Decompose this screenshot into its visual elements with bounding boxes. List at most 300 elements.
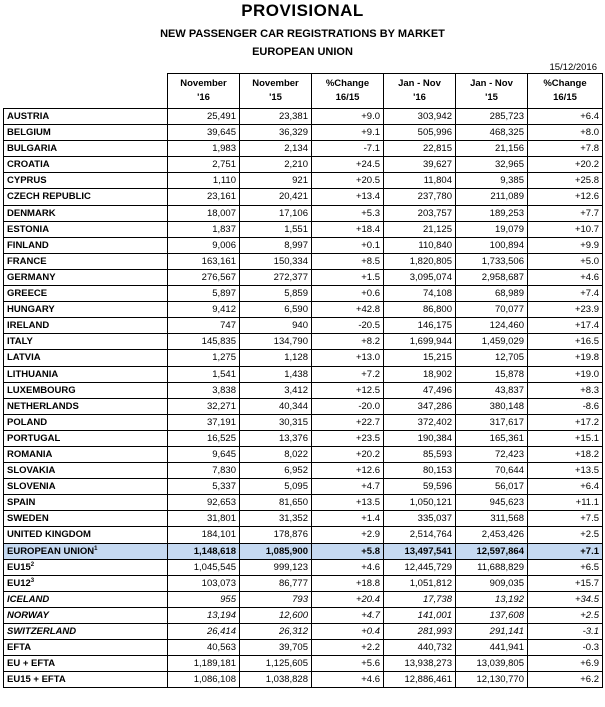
table-row (4, 495, 603, 511)
market-name: ICELAND (4, 591, 168, 607)
value-cell: 20,421 (240, 189, 312, 205)
header-blank-cell (4, 74, 168, 109)
value-cell: 441,941 (456, 640, 528, 656)
value-cell: 440,732 (384, 640, 456, 656)
value-cell: 5,095 (240, 479, 312, 495)
value-cell: 31,801 (168, 511, 240, 527)
value-cell: 1,189,181 (168, 656, 240, 672)
table-row (4, 559, 603, 575)
value-cell: +9.1 (312, 125, 384, 141)
value-cell: 21,156 (456, 141, 528, 157)
value-cell: 9,385 (456, 173, 528, 189)
value-cell: +5.6 (312, 656, 384, 672)
value-cell: 6,590 (240, 302, 312, 318)
value-cell: 12,445,729 (384, 559, 456, 575)
market-name: $EU12^3$ (4, 575, 168, 591)
report-date: 15/12/2016 (549, 62, 597, 73)
value-cell: 15,215 (384, 350, 456, 366)
value-cell: 1,459,029 (456, 334, 528, 350)
value-cell: 1,820,805 (384, 253, 456, 269)
value-cell: 110,840 (384, 237, 456, 253)
value-cell: 2,453,426 (456, 527, 528, 543)
value-cell: +7.1 (528, 543, 603, 559)
value-cell: 13,376 (240, 430, 312, 446)
value-cell: 80,153 (384, 463, 456, 479)
value-cell: 12,597,864 (456, 543, 528, 559)
value-cell: +2.9 (312, 527, 384, 543)
value-cell: +13.5 (312, 495, 384, 511)
footnote-marker: 1 (94, 545, 98, 552)
value-cell: 1,275 (168, 350, 240, 366)
value-cell: +7.7 (528, 205, 603, 221)
value-cell: 12,705 (456, 350, 528, 366)
market-name: SLOVAKIA (4, 463, 168, 479)
value-cell: 165,361 (456, 430, 528, 446)
table-row (4, 189, 603, 205)
value-cell: 1,045,545 (168, 559, 240, 575)
value-cell: 47,496 (384, 382, 456, 398)
table-row (4, 463, 603, 479)
value-cell: 281,993 (384, 624, 456, 640)
value-cell: +7.2 (312, 366, 384, 382)
value-cell: 1,050,121 (384, 495, 456, 511)
value-cell: 12,600 (240, 607, 312, 623)
value-cell: 468,325 (456, 125, 528, 141)
value-cell: 32,271 (168, 398, 240, 414)
value-cell: 311,568 (456, 511, 528, 527)
value-cell: 39,627 (384, 157, 456, 173)
value-cell: +7.4 (528, 286, 603, 302)
value-cell: 15,878 (456, 366, 528, 382)
value-cell: 26,414 (168, 624, 240, 640)
table-row (4, 334, 603, 350)
table-row (4, 302, 603, 318)
value-cell: 2,134 (240, 141, 312, 157)
column-header: %Change 16/15 (312, 74, 384, 109)
value-cell: +2.5 (528, 607, 603, 623)
value-cell: 940 (240, 318, 312, 334)
value-cell: 1,983 (168, 141, 240, 157)
market-name: HUNGARY (4, 302, 168, 318)
value-cell: +25.8 (528, 173, 603, 189)
value-cell: 100,894 (456, 237, 528, 253)
value-cell: 184,101 (168, 527, 240, 543)
value-cell: 6,952 (240, 463, 312, 479)
market-name: EU + EFTA (4, 656, 168, 672)
value-cell: -20.5 (312, 318, 384, 334)
value-cell: 30,315 (240, 414, 312, 430)
value-cell: 1,733,506 (456, 253, 528, 269)
value-cell: 22,815 (384, 141, 456, 157)
value-cell: 17,738 (384, 591, 456, 607)
value-cell: 380,148 (456, 398, 528, 414)
value-cell: +7.8 (528, 141, 603, 157)
value-cell: +17.4 (528, 318, 603, 334)
table-row (4, 656, 603, 672)
value-cell: 26,312 (240, 624, 312, 640)
value-cell: +0.6 (312, 286, 384, 302)
value-cell: 3,095,074 (384, 269, 456, 285)
market-name: PORTUGAL (4, 430, 168, 446)
value-cell: 150,334 (240, 253, 312, 269)
market-name: IRELAND (4, 318, 168, 334)
column-header: November '15 (240, 74, 312, 109)
market-name: GERMANY (4, 269, 168, 285)
value-cell: 211,089 (456, 189, 528, 205)
value-cell: 1,541 (168, 366, 240, 382)
value-cell: 40,344 (240, 398, 312, 414)
value-cell: 56,017 (456, 479, 528, 495)
value-cell: 103,073 (168, 575, 240, 591)
value-cell: 3,838 (168, 382, 240, 398)
value-cell: +12.6 (528, 189, 603, 205)
value-cell: +6.9 (528, 656, 603, 672)
table-row (4, 350, 603, 366)
table-row (4, 318, 603, 334)
table-row (4, 253, 603, 269)
value-cell: 12,886,461 (384, 672, 456, 688)
table-row (4, 109, 603, 125)
value-cell: 8,997 (240, 237, 312, 253)
value-cell: 40,563 (168, 640, 240, 656)
value-cell: 68,989 (456, 286, 528, 302)
market-name: LITHUANIA (4, 366, 168, 382)
table-row (4, 511, 603, 527)
value-cell: +9.9 (528, 237, 603, 253)
value-cell: +0.1 (312, 237, 384, 253)
value-cell: +8.3 (528, 382, 603, 398)
market-name: SPAIN (4, 495, 168, 511)
market-name: FINLAND (4, 237, 168, 253)
region-title: EUROPEAN UNION (252, 46, 353, 58)
table-row (4, 269, 603, 285)
market-name: AUSTRIA (4, 109, 168, 125)
value-cell: 3,412 (240, 382, 312, 398)
market-name: SWITZERLAND (4, 624, 168, 640)
value-cell: +19.8 (528, 350, 603, 366)
value-cell: 11,688,829 (456, 559, 528, 575)
value-cell: 92,653 (168, 495, 240, 511)
market-name: EFTA (4, 640, 168, 656)
value-cell: +9.0 (312, 109, 384, 125)
market-name: EU15 + EFTA (4, 672, 168, 688)
value-cell: 13,938,273 (384, 656, 456, 672)
value-cell: +8.5 (312, 253, 384, 269)
value-cell: +23.5 (312, 430, 384, 446)
value-cell: 372,402 (384, 414, 456, 430)
table-row (4, 414, 603, 430)
footnote-marker: 2 (30, 561, 35, 568)
value-cell: 86,800 (384, 302, 456, 318)
value-cell: 1,551 (240, 221, 312, 237)
value-cell: 285,723 (456, 109, 528, 125)
value-cell: +10.7 (528, 221, 603, 237)
value-cell: 9,006 (168, 237, 240, 253)
market-name: DENMARK (4, 205, 168, 221)
value-cell: 999,123 (240, 559, 312, 575)
market-name: NETHERLANDS (4, 398, 168, 414)
value-cell: -0.3 (528, 640, 603, 656)
value-cell: 32,965 (456, 157, 528, 173)
value-cell: +12.5 (312, 382, 384, 398)
value-cell: +15.7 (528, 575, 603, 591)
value-cell: 9,645 (168, 446, 240, 462)
report-subtitle: NEW PASSENGER CAR REGISTRATIONS BY MARKET (160, 28, 445, 40)
value-cell: 37,191 (168, 414, 240, 430)
value-cell: +6.4 (528, 479, 603, 495)
market-name: NORWAY (4, 607, 168, 623)
value-cell: +34.5 (528, 591, 603, 607)
value-cell: +18.8 (312, 575, 384, 591)
value-cell: +8.2 (312, 334, 384, 350)
column-header: Jan - Nov '16 (384, 74, 456, 109)
value-cell: 145,835 (168, 334, 240, 350)
value-cell: 1,837 (168, 221, 240, 237)
market-name: SWEDEN (4, 511, 168, 527)
market-name: $EU15^2$ (4, 559, 168, 575)
value-cell: 70,644 (456, 463, 528, 479)
value-cell: 5,859 (240, 286, 312, 302)
value-cell: 921 (240, 173, 312, 189)
value-cell: 137,608 (456, 607, 528, 623)
table-row (4, 237, 603, 253)
value-cell: 1,699,944 (384, 334, 456, 350)
value-cell: +5.3 (312, 205, 384, 221)
table-row (4, 286, 603, 302)
value-cell: 43,837 (456, 382, 528, 398)
market-name: SLOVENIA (4, 479, 168, 495)
value-cell: -8.6 (528, 398, 603, 414)
table-row (4, 640, 603, 656)
table-row (4, 157, 603, 173)
value-cell: 1,148,618 (168, 543, 240, 559)
table-row (4, 141, 603, 157)
value-cell: 955 (168, 591, 240, 607)
table-row (4, 382, 603, 398)
table-row (4, 398, 603, 414)
value-cell: 2,958,687 (456, 269, 528, 285)
value-cell: +4.6 (312, 559, 384, 575)
value-cell: 23,381 (240, 109, 312, 125)
market-name: POLAND (4, 414, 168, 430)
value-cell: 81,650 (240, 495, 312, 511)
value-cell: 2,751 (168, 157, 240, 173)
table-row (4, 221, 603, 237)
value-cell: 72,423 (456, 446, 528, 462)
table-row (4, 624, 603, 640)
page-title: PROVISIONAL (241, 1, 364, 20)
table-row (4, 446, 603, 462)
market-name: ROMANIA (4, 446, 168, 462)
table-row (4, 479, 603, 495)
value-cell: 13,039,805 (456, 656, 528, 672)
value-cell: 1,110 (168, 173, 240, 189)
value-cell: 190,384 (384, 430, 456, 446)
value-cell: 1,038,828 (240, 672, 312, 688)
value-cell: +18.4 (312, 221, 384, 237)
value-cell: 17,106 (240, 205, 312, 221)
value-cell: +23.9 (528, 302, 603, 318)
table-row (4, 543, 603, 559)
value-cell: 13,497,541 (384, 543, 456, 559)
column-header: %Change 16/15 (528, 74, 603, 109)
value-cell: 141,001 (384, 607, 456, 623)
market-name: LUXEMBOURG (4, 382, 168, 398)
value-cell: 1,438 (240, 366, 312, 382)
value-cell: 189,253 (456, 205, 528, 221)
value-cell: 2,514,764 (384, 527, 456, 543)
value-cell: 19,079 (456, 221, 528, 237)
market-name: ITALY (4, 334, 168, 350)
value-cell: +2.2 (312, 640, 384, 656)
value-cell: +6.4 (528, 109, 603, 125)
value-cell: +7.5 (528, 511, 603, 527)
value-cell: +22.7 (312, 414, 384, 430)
value-cell: 59,596 (384, 479, 456, 495)
market-name: BULGARIA (4, 141, 168, 157)
value-cell: +13.4 (312, 189, 384, 205)
value-cell: +6.5 (528, 559, 603, 575)
column-header: November '16 (168, 74, 240, 109)
value-cell: +0.4 (312, 624, 384, 640)
value-cell: 5,337 (168, 479, 240, 495)
registrations-table (3, 73, 603, 688)
market-name: GREECE (4, 286, 168, 302)
value-cell: 7,830 (168, 463, 240, 479)
value-cell: 203,757 (384, 205, 456, 221)
value-cell: 86,777 (240, 575, 312, 591)
value-cell: +4.7 (312, 479, 384, 495)
value-cell: 85,593 (384, 446, 456, 462)
value-cell: 31,352 (240, 511, 312, 527)
value-cell: 163,161 (168, 253, 240, 269)
value-cell: +16.5 (528, 334, 603, 350)
table-row (4, 591, 603, 607)
value-cell: 39,645 (168, 125, 240, 141)
value-cell: 18,902 (384, 366, 456, 382)
value-cell: 18,007 (168, 205, 240, 221)
value-cell: 146,175 (384, 318, 456, 334)
table-row (4, 173, 603, 189)
value-cell: +6.2 (528, 672, 603, 688)
value-cell: 36,329 (240, 125, 312, 141)
market-name: CZECH REPUBLIC (4, 189, 168, 205)
value-cell: 16,525 (168, 430, 240, 446)
value-cell: +13.0 (312, 350, 384, 366)
value-cell: 303,942 (384, 109, 456, 125)
market-name: ESTONIA (4, 221, 168, 237)
table-header-row (4, 74, 603, 109)
value-cell: 347,286 (384, 398, 456, 414)
table-row (4, 205, 603, 221)
value-cell: 11,804 (384, 173, 456, 189)
value-cell: 25,491 (168, 109, 240, 125)
value-cell: 945,623 (456, 495, 528, 511)
value-cell: 1,051,812 (384, 575, 456, 591)
value-cell: 21,125 (384, 221, 456, 237)
value-cell: 909,035 (456, 575, 528, 591)
value-cell: 12,130,770 (456, 672, 528, 688)
value-cell: +11.1 (528, 495, 603, 511)
value-cell: -7.1 (312, 141, 384, 157)
value-cell: 291,141 (456, 624, 528, 640)
table-row (4, 430, 603, 446)
value-cell: 1,085,900 (240, 543, 312, 559)
value-cell: 124,460 (456, 318, 528, 334)
value-cell: 272,377 (240, 269, 312, 285)
table-row (4, 607, 603, 623)
value-cell: 178,876 (240, 527, 312, 543)
value-cell: 1,086,108 (168, 672, 240, 688)
market-name: UNITED KINGDOM (4, 527, 168, 543)
market-name: CROATIA (4, 157, 168, 173)
value-cell: +4.6 (528, 269, 603, 285)
market-name: LATVIA (4, 350, 168, 366)
value-cell: +18.2 (528, 446, 603, 462)
market-name: EUROPEAN UNION$^1$ (4, 543, 168, 559)
value-cell: -3.1 (528, 624, 603, 640)
column-header: Jan - Nov '15 (456, 74, 528, 109)
value-cell: 23,161 (168, 189, 240, 205)
table-row (4, 575, 603, 591)
footnote-marker: 3 (30, 577, 35, 584)
value-cell: 13,192 (456, 591, 528, 607)
market-name: FRANCE (4, 253, 168, 269)
value-cell: +5.8 (312, 543, 384, 559)
value-cell: +1.5 (312, 269, 384, 285)
value-cell: 9,412 (168, 302, 240, 318)
value-cell: 134,790 (240, 334, 312, 350)
value-cell: 13,194 (168, 607, 240, 623)
value-cell: -20.0 (312, 398, 384, 414)
market-name: BELGIUM (4, 125, 168, 141)
value-cell: 1,125,605 (240, 656, 312, 672)
value-cell: +15.1 (528, 430, 603, 446)
value-cell: +24.5 (312, 157, 384, 173)
value-cell: 1,128 (240, 350, 312, 366)
value-cell: 74,108 (384, 286, 456, 302)
value-cell: 8,022 (240, 446, 312, 462)
value-cell: 276,567 (168, 269, 240, 285)
value-cell: +20.2 (528, 157, 603, 173)
table-row (4, 366, 603, 382)
value-cell: 39,705 (240, 640, 312, 656)
value-cell: 317,617 (456, 414, 528, 430)
value-cell: +5.0 (528, 253, 603, 269)
value-cell: +20.5 (312, 173, 384, 189)
value-cell: 2,210 (240, 157, 312, 173)
value-cell: 793 (240, 591, 312, 607)
value-cell: 237,780 (384, 189, 456, 205)
value-cell: 5,897 (168, 286, 240, 302)
value-cell: +42.8 (312, 302, 384, 318)
table-row (4, 125, 603, 141)
value-cell: +2.5 (528, 527, 603, 543)
value-cell: +4.6 (312, 672, 384, 688)
value-cell: +19.0 (528, 366, 603, 382)
market-name: CYPRUS (4, 173, 168, 189)
value-cell: +1.4 (312, 511, 384, 527)
value-cell: 747 (168, 318, 240, 334)
value-cell: +20.2 (312, 446, 384, 462)
value-cell: 505,996 (384, 125, 456, 141)
table-row (4, 672, 603, 688)
value-cell: +17.2 (528, 414, 603, 430)
value-cell: +12.6 (312, 463, 384, 479)
value-cell: +13.5 (528, 463, 603, 479)
value-cell: +20.4 (312, 591, 384, 607)
value-cell: +8.0 (528, 125, 603, 141)
